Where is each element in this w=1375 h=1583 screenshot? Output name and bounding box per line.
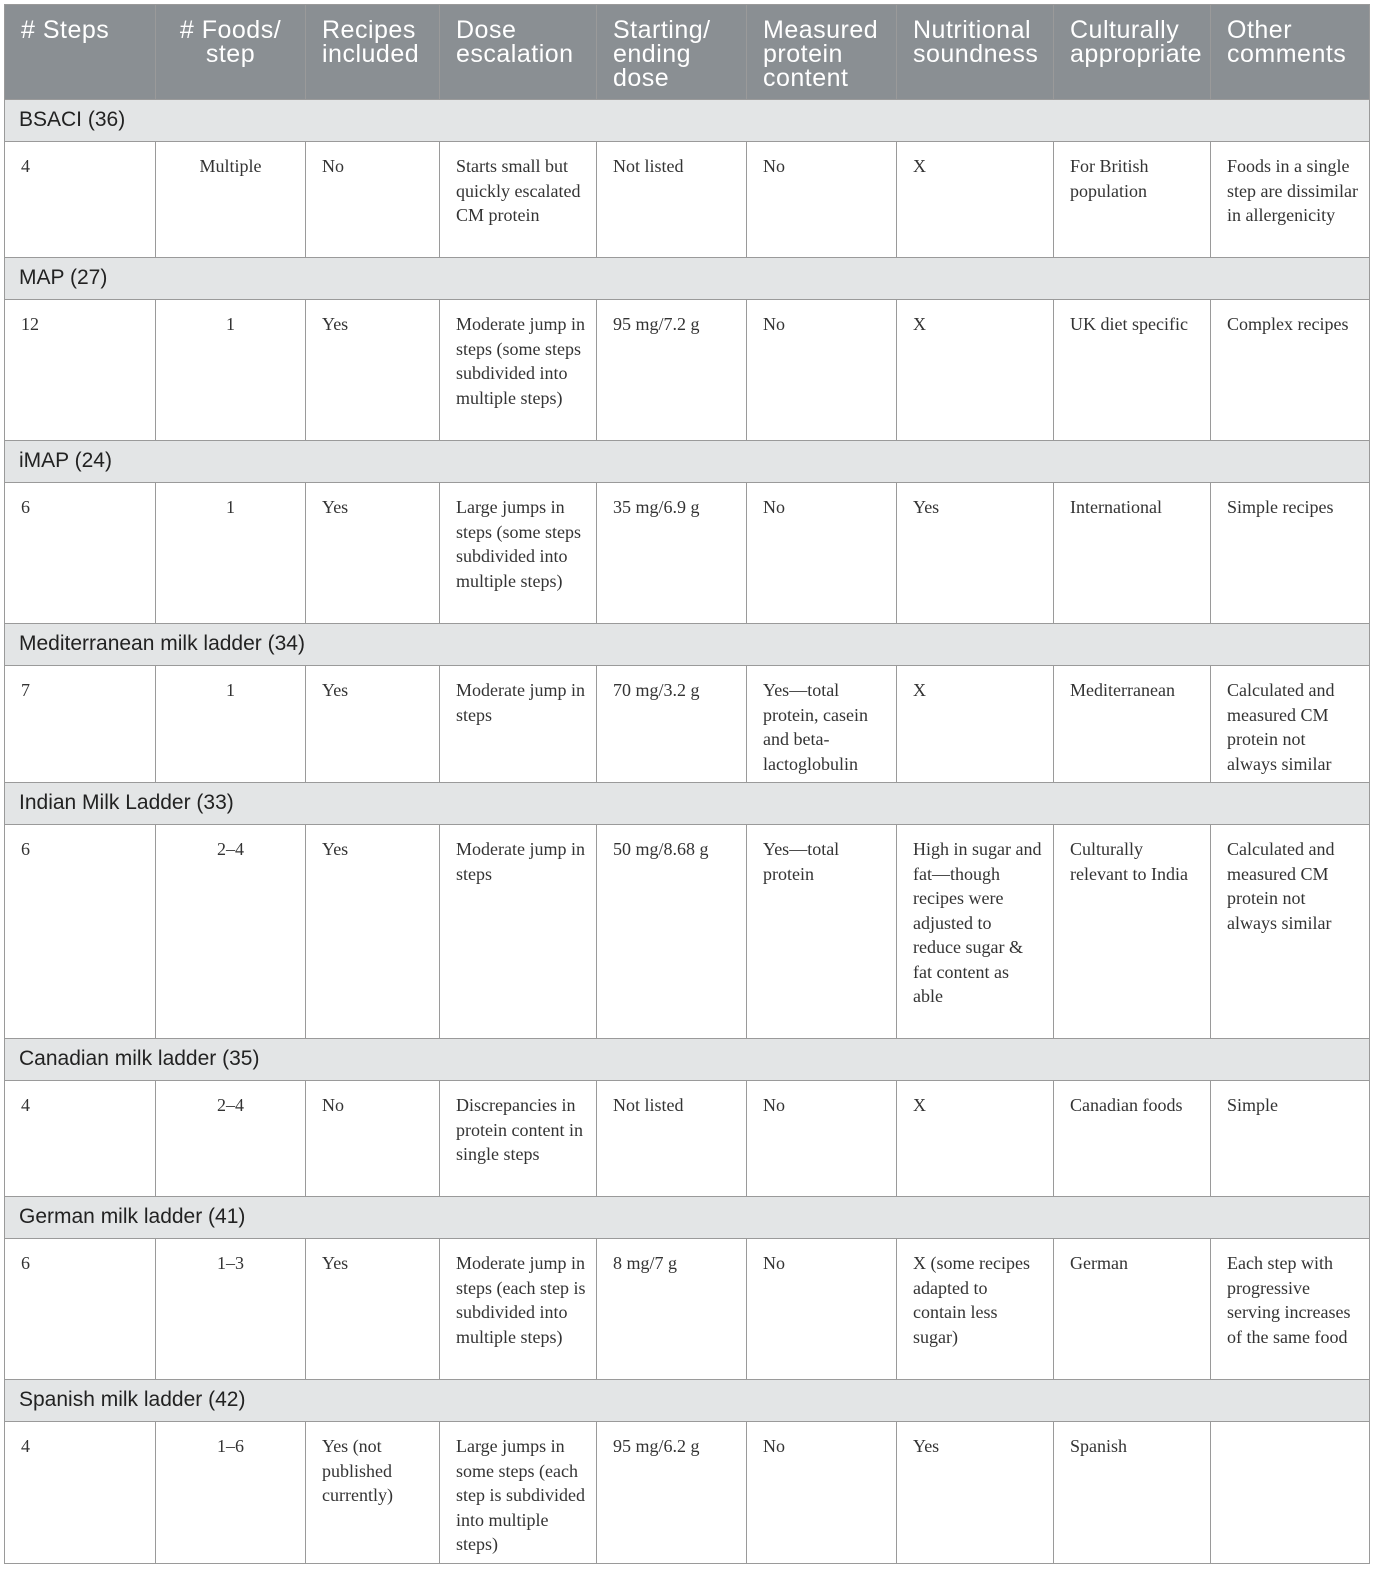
cell-other-comments: Foods in a single step are dissimilar in allergenicity: [1211, 142, 1370, 258]
cell-starting-ending-dose: Not listed: [597, 142, 747, 258]
cell-recipes-included: No: [306, 142, 440, 258]
cell-nutritional-soundness: Yes: [897, 1422, 1054, 1564]
section-row: [5, 258, 1370, 300]
cell-steps: 6: [5, 483, 156, 624]
cell-starting-ending-dose: 95 mg/7.2 g: [597, 300, 747, 441]
table-row: [5, 825, 1370, 1039]
milk-ladder-comparison: [4, 4, 1369, 1564]
section-title: BSACI (36): [5, 100, 1370, 142]
table-row: [5, 300, 1370, 441]
section-row: [5, 441, 1370, 483]
cell-other-comments: Simple recipes: [1211, 483, 1370, 624]
header-recipes-included: Recipes included: [306, 5, 440, 100]
cell-other-comments: Calculated and measured CM protein not always similar: [1211, 666, 1370, 783]
header-dose-escalation: Dose escalation: [440, 5, 597, 100]
cell-starting-ending-dose: 8 mg/7 g: [597, 1239, 747, 1380]
cell-steps: 6: [5, 1239, 156, 1380]
cell-starting-ending-dose: 70 mg/3.2 g: [597, 666, 747, 783]
cell-starting-ending-dose: 95 mg/6.2 g: [597, 1422, 747, 1564]
cell-other-comments: Each step with progressive serving increases of the same food: [1211, 1239, 1370, 1380]
cell-culturally-appropriate: UK diet specific: [1054, 300, 1211, 441]
section-row: [5, 783, 1370, 825]
cell-recipes-included: Yes: [306, 666, 440, 783]
cell-dose-escalation: Discrepancies in protein content in single steps: [440, 1081, 597, 1197]
cell-foods-per-step: 1: [156, 666, 306, 783]
cell-culturally-appropriate: Canadian foods: [1054, 1081, 1211, 1197]
header-foods-per-step: # Foods/ step: [156, 5, 306, 100]
cell-dose-escalation: Large jumps in some steps (each step is subdivided into multiple steps): [440, 1422, 597, 1564]
header-other-comments: Other comments: [1211, 5, 1370, 100]
cell-culturally-appropriate: Mediterranean: [1054, 666, 1211, 783]
cell-other-comments: Simple: [1211, 1081, 1370, 1197]
cell-recipes-included: No: [306, 1081, 440, 1197]
cell-culturally-appropriate: German: [1054, 1239, 1211, 1380]
table-row: [5, 666, 1370, 783]
table-row: [5, 1081, 1370, 1197]
section-title: Indian Milk Ladder (33): [5, 783, 1370, 825]
cell-nutritional-soundness: X: [897, 1081, 1054, 1197]
cell-measured-protein: Yes—total protein: [747, 825, 897, 1039]
cell-recipes-included: Yes (not published currently): [306, 1422, 440, 1564]
cell-measured-protein: No: [747, 142, 897, 258]
section-row: [5, 100, 1370, 142]
cell-nutritional-soundness: X: [897, 142, 1054, 258]
cell-dose-escalation: Moderate jump in steps: [440, 666, 597, 783]
cell-dose-escalation: Starts small but quickly escalated CM protein: [440, 142, 597, 258]
cell-foods-per-step: 1: [156, 483, 306, 624]
header-measured-protein-content: Measured protein content: [747, 5, 897, 100]
comparison-table: [4, 4, 1370, 1564]
section-row: [5, 1039, 1370, 1081]
cell-steps: 4: [5, 1081, 156, 1197]
cell-foods-per-step: 2–4: [156, 825, 306, 1039]
cell-foods-per-step: 1–3: [156, 1239, 306, 1380]
cell-nutritional-soundness: X: [897, 300, 1054, 441]
cell-measured-protein: No: [747, 1422, 897, 1564]
table-row: [5, 142, 1370, 258]
table-row: [5, 1239, 1370, 1380]
cell-nutritional-soundness: X: [897, 666, 1054, 783]
cell-recipes-included: Yes: [306, 1239, 440, 1380]
header-culturally-appropriate: Culturally appropriate: [1054, 5, 1211, 100]
section-title: German milk ladder (41): [5, 1197, 1370, 1239]
cell-foods-per-step: 1–6: [156, 1422, 306, 1564]
cell-steps: 4: [5, 142, 156, 258]
cell-dose-escalation: Large jumps in steps (some steps subdivided into multiple steps): [440, 483, 597, 624]
cell-measured-protein: No: [747, 1081, 897, 1197]
cell-culturally-appropriate: Culturally relevant to India: [1054, 825, 1211, 1039]
cell-nutritional-soundness: X (some recipes adapted to contain less sugar): [897, 1239, 1054, 1380]
cell-measured-protein: No: [747, 1239, 897, 1380]
cell-steps: 12: [5, 300, 156, 441]
cell-other-comments: Calculated and measured CM protein not always similar: [1211, 825, 1370, 1039]
cell-foods-per-step: 1: [156, 300, 306, 441]
header-nutritional-soundness: Nutritional soundness: [897, 5, 1054, 100]
cell-measured-protein: Yes—total protein, casein and beta-lactoglobulin: [747, 666, 897, 783]
section-row: [5, 624, 1370, 666]
cell-starting-ending-dose: 35 mg/6.9 g: [597, 483, 747, 624]
section-title: Canadian milk ladder (35): [5, 1039, 1370, 1081]
cell-measured-protein: No: [747, 483, 897, 624]
cell-recipes-included: Yes: [306, 483, 440, 624]
section-row: [5, 1380, 1370, 1422]
section-title: iMAP (24): [5, 441, 1370, 483]
header-starting-ending-dose: Starting/ ending dose: [597, 5, 747, 100]
cell-other-comments: [1211, 1422, 1370, 1564]
section-title: MAP (27): [5, 258, 1370, 300]
cell-starting-ending-dose: Not listed: [597, 1081, 747, 1197]
section-row: [5, 1197, 1370, 1239]
cell-recipes-included: Yes: [306, 300, 440, 441]
header-steps: # Steps: [5, 5, 156, 100]
cell-culturally-appropriate: International: [1054, 483, 1211, 624]
cell-dose-escalation: Moderate jump in steps: [440, 825, 597, 1039]
cell-nutritional-soundness: Yes: [897, 483, 1054, 624]
cell-culturally-appropriate: For British population: [1054, 142, 1211, 258]
cell-steps: 7: [5, 666, 156, 783]
cell-steps: 6: [5, 825, 156, 1039]
table-row: [5, 1422, 1370, 1564]
cell-steps: 4: [5, 1422, 156, 1564]
cell-nutritional-soundness: High in sugar and fat—though recipes were adjusted to reduce sugar & fat content as able: [897, 825, 1054, 1039]
cell-measured-protein: No: [747, 300, 897, 441]
cell-recipes-included: Yes: [306, 825, 440, 1039]
cell-dose-escalation: Moderate jump in steps (some steps subdivided into multiple steps): [440, 300, 597, 441]
cell-foods-per-step: Multiple: [156, 142, 306, 258]
table-row: [5, 483, 1370, 624]
section-title: Spanish milk ladder (42): [5, 1380, 1370, 1422]
cell-starting-ending-dose: 50 mg/8.68 g: [597, 825, 747, 1039]
cell-culturally-appropriate: Spanish: [1054, 1422, 1211, 1564]
header-row: [5, 5, 1370, 100]
cell-dose-escalation: Moderate jump in steps (each step is subdivided into multiple steps): [440, 1239, 597, 1380]
section-title: Mediterranean milk ladder (34): [5, 624, 1370, 666]
cell-foods-per-step: 2–4: [156, 1081, 306, 1197]
cell-other-comments: Complex recipes: [1211, 300, 1370, 441]
